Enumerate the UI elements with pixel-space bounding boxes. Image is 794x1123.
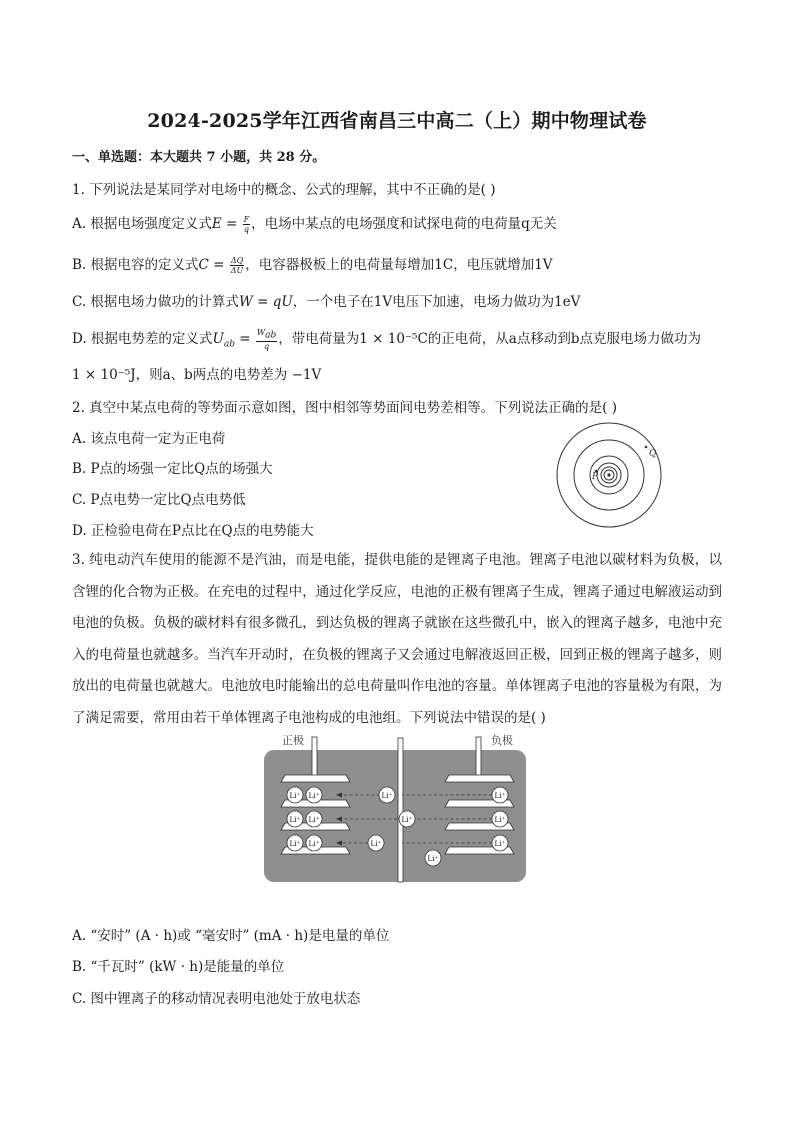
lithium-ion — [287, 811, 303, 827]
q1-b-formula: C = $\frac{\Delta Q}{\Delta U}$ — [198, 256, 244, 275]
q3-option-a: A. “安时” (A · h)或 “毫安时” (mA · h)是电量的单位 — [72, 928, 390, 944]
equipotential-figure — [553, 419, 683, 531]
lithium-ion-label: Li⁺ — [427, 854, 439, 863]
q1-option-d — [72, 327, 701, 351]
lithium-ion — [368, 835, 384, 851]
q1-d-prefix: D. 根据电势差的定义式 — [72, 331, 213, 347]
q2-option-d: D. 正检验电荷在P点比在Q点的电势能大 — [72, 523, 314, 539]
positive-electrode-rod — [312, 737, 317, 780]
negative-electrode-rod — [476, 737, 481, 780]
q3-option-b: B. “千瓦时” (kW · h)是能量的单位 — [72, 959, 285, 975]
q1-option-b — [72, 253, 553, 275]
lithium-ion-label: Li⁺ — [494, 815, 506, 824]
q1-b-suffix: ，电容器极板上的电荷量每增加1C，电压就增加1V — [245, 257, 553, 273]
q1-a-formula: E = $\frac{F}{q}$ — [211, 215, 250, 234]
page-title: 2024-2025学年江西省南昌三中高二（上）期中物理试卷 — [147, 110, 647, 132]
label-positive-electrode: 正极 — [282, 734, 304, 747]
q2-stem: 2. 真空中某点电荷的等势面示意如图，图中相邻等势面间电势差相等。下列说法正确的是( ) — [72, 400, 617, 416]
lithium-ion — [492, 811, 508, 827]
lithium-ion-label: Li⁺ — [308, 815, 320, 824]
lithium-ion-label: Li⁺ — [308, 839, 320, 848]
lithium-ion — [492, 835, 508, 851]
q2-option-c: C. P点电势一定比Q点电势低 — [72, 492, 246, 508]
lithium-ion — [287, 787, 303, 803]
q1-a-prefix: A. 根据电场强度定义式 — [72, 216, 212, 232]
lithium-ion — [306, 787, 322, 803]
electrolyte-container — [264, 750, 526, 882]
lithium-ion — [306, 835, 322, 851]
q2-option-b: B. P点的场强一定比Q点的场强大 — [72, 461, 273, 477]
q1-b-prefix: B. 根据电容的定义式 — [72, 257, 199, 273]
charge-center-dot — [607, 473, 610, 476]
q1-option-c — [72, 290, 580, 310]
section-heading: 一、单选题：本大题共 7 小题，共 28 分。 — [72, 150, 326, 165]
q1-stem: 1. 下列说法是某同学对电场中的概念、公式的理解，其中不正确的是( ) — [72, 182, 496, 198]
q1-option-a — [72, 212, 557, 234]
q1-c-prefix: C. 根据电场力做功的计算式 — [72, 294, 239, 310]
lithium-ion-label: Li⁺ — [289, 791, 301, 800]
q3-stem: 3. 纯电动汽车使用的能源不是汽油，而是电能，提供电能的是锂离子电池。锂离子电池以碳材料为负极，以含锂的化合物为正极。在充电的过程中，通过化学反应，电池的正极有锂离子生成，锂离子通过电解液运动到电池的负极。负极的碳材料有很多微孔，到达负极的锂离子就嵌在这些微孔中，嵌入的锂离子越多，电池中充入的电荷量也就越多。当汽车开动时，在负极的锂离子又会通过电解液返回正极，回到正极的锂离子越多，则放出的电荷量也就越大。电池放电时能输出的总电荷量叫作电池的容量。单体锂离子电池的容量极为有限，为了满足需要，常用由若干单体锂离子电池构成的电池组。下列说法中错误的是( ) — [72, 552, 722, 726]
lithium-ion — [492, 787, 508, 803]
lithium-ion-label: Li⁺ — [289, 815, 301, 824]
q1-d-formula: $U_{ab}$ = $\frac{W_{ab}}{q}$ — [212, 328, 277, 351]
q1-option-d-line2: 1 × 10⁻⁵J，则a、b两点的电势差为 −1V — [72, 367, 322, 383]
li-ion-battery-figure — [262, 729, 528, 885]
point-q-label: Q — [649, 449, 657, 459]
lithium-ion-label: Li⁺ — [494, 839, 506, 848]
q1-c-formula: W = qU — [238, 294, 293, 310]
lithium-ion-label: Li⁺ — [289, 839, 301, 848]
q3-option-c: C. 图中锂离子的移动情况表明电池处于放电状态 — [72, 991, 361, 1007]
point-q-dot — [645, 446, 648, 449]
q1-c-suffix: ，一个电子在1V电压下加速，电场力做功为1eV — [292, 294, 581, 310]
lithium-ion — [306, 811, 322, 827]
lithium-ion — [379, 787, 395, 803]
q1-d-suffix: ，带电荷量为1 × 10⁻⁵C的正电荷，从a点移动到b点克服电场力做功为 — [278, 331, 701, 347]
lithium-ion-label: Li⁺ — [401, 815, 413, 824]
separator — [398, 738, 403, 882]
lithium-ion-label: Li⁺ — [381, 791, 393, 800]
lithium-ion-label: Li⁺ — [308, 791, 320, 800]
q2-option-a: A. 该点电荷一定为正电荷 — [72, 431, 226, 447]
label-negative-electrode: 负极 — [491, 734, 513, 747]
point-p-label: P — [592, 472, 599, 482]
lithium-ion-label: Li⁺ — [370, 839, 382, 848]
lithium-ion-label: Li⁺ — [494, 791, 506, 800]
lithium-ion — [287, 835, 303, 851]
lithium-ion — [399, 811, 415, 827]
lithium-ion — [425, 850, 441, 866]
q1-a-suffix: ，电场中某点的电场强度和试探电荷的电荷量q无关 — [251, 216, 557, 232]
